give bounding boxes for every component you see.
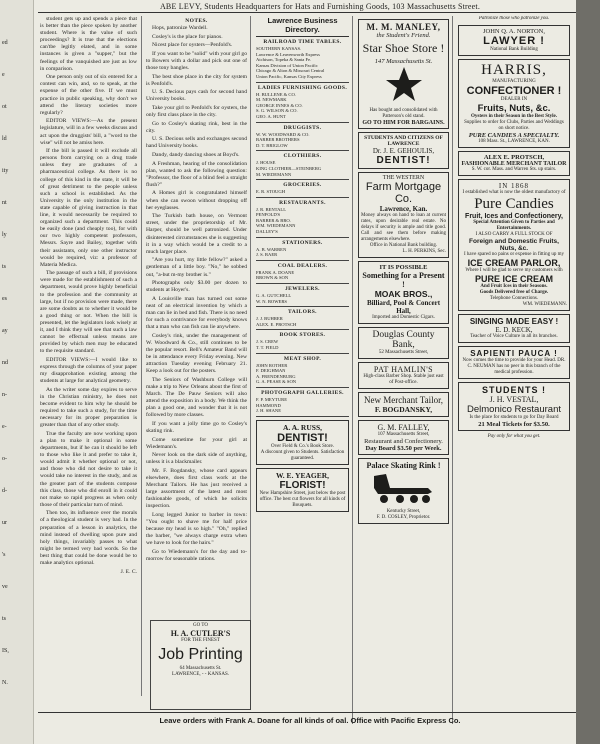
directory-section-title: STATIONERS. xyxy=(282,239,323,246)
edge-fragment: d- xyxy=(2,488,7,494)
directory-entry: PENFOLD'S xyxy=(256,212,281,218)
sapienti-sub: Now comes the time to provide for your Head. DR. C. NEUMAN has no peer in this branch of the medical profession. xyxy=(462,358,566,375)
paragraph: A Louisville man has turned out some neat of an electrical invention by which a man can lie in bed and fish. There is no need for such a contrivance for everybody knows that a man who can fish can lie anywhere. xyxy=(146,295,247,331)
directory-entry: Lawrence & Leavenworth Express xyxy=(256,51,320,57)
harris-sub: MANUFACTURING xyxy=(492,79,536,84)
falley-sub: Restaurant and Confectionery. xyxy=(364,438,443,445)
directory-entry: DALLEY'S xyxy=(256,229,278,235)
directory-entry: G. A. PEASE & SON xyxy=(256,379,297,385)
directory-entry: J. HOUSE xyxy=(256,160,276,166)
edge-fragment: n- xyxy=(2,392,7,398)
paragraph: The Turkish bath house, on Vermont street, under the proprietorship of Mr. Harper, should be well patronized. Under disinterested circumstances she is suggesting it in a way which would be a credit to a much larger place. xyxy=(146,213,247,255)
directory-divider xyxy=(256,122,349,123)
paragraph: If you want a jolly time go to Cosley's skating rink. xyxy=(146,420,247,434)
business-directory-column xyxy=(253,16,353,724)
paragraph: Hops, patronize Wardell. xyxy=(152,25,208,31)
directory-entry: BROWN & SON xyxy=(256,275,289,281)
wiedemann-pure-candies: Pure Candies xyxy=(474,196,554,212)
hanlin-title: PAT HAMLIN'S xyxy=(373,365,434,374)
norton-name: JOHN Q. A. NORTON, xyxy=(483,28,545,35)
edge-fragment: ot xyxy=(2,104,7,110)
protsch-name: ALEX E. PROTSCH, xyxy=(483,154,545,161)
harris-special: PURE CANDIES A SPECIALTY. xyxy=(468,132,560,139)
douglas-address: 52 Massachusetts Street, xyxy=(378,350,429,355)
paragraph: One person only out of six entered for a contest can win, and, so to speak, at the expense of the other five. If we must practice in public speaking, why don't we attend the literary societies more regularly? xyxy=(40,74,137,116)
wiedemann-ice-spent: I have spared no pains or expense in fitting up my xyxy=(464,252,564,257)
directory-divider xyxy=(256,260,349,261)
directory-entry: BARBER BROTHERS xyxy=(256,137,300,143)
lawrence-citizens: STUDENTS AND CITIZENS OF LAWRENCE xyxy=(364,135,443,147)
moak-bros-ad xyxy=(358,261,449,324)
paragraph: If the bill is passed it will exclude all persons from carrying on a drug trade unless they are graduates of a pharmaceutical college. As there is no college of this kind in the state, it will be of great detriment to the people unless such a school is established. As the University is the only institution in the state capable of giving instruction in that line, it would necessarily be required to organized such a department. This could be easily done (and cheaply too), for with our two highly competent professors, Messrs. Sayre and Bailey, together with their assistants, only one other instructor would be required, viz: a professor of Materia Medica. xyxy=(40,148,137,268)
wiedemann-name: WM. WIEDEMANN. xyxy=(522,302,567,307)
edge-fragment: IS, xyxy=(2,648,9,654)
notes-body xyxy=(146,25,247,563)
harris-confectioner-ad xyxy=(458,59,570,148)
edge-fragment: ed xyxy=(2,40,8,46)
directory-section-title: MEAT SHOP. xyxy=(283,355,322,362)
directory-entry: JOHN ROTHER xyxy=(256,362,288,368)
directory-section-title: DRUGGISTS. xyxy=(283,124,322,131)
edge-fragment: ld xyxy=(2,136,7,142)
palace-proprietor: F. D. COSLEY, Proprietor. xyxy=(376,515,431,520)
edge-fragment: e xyxy=(2,72,5,78)
harris-dealer: DEALER IN xyxy=(500,97,528,102)
directory-entry: Union Pacific, Kansas City Express xyxy=(256,73,322,79)
directory-section-title: TAILORS. xyxy=(288,309,317,316)
protsch-sub: FASHIONABLE MERCHANT TAILOR xyxy=(461,161,567,167)
directory-entry: GEO. A. HUNT xyxy=(256,113,286,119)
paragraph: A Freshman, hearing of the consolidation plan, wanted to ask the following question: "Professor, the floor of a blind feel a straight flush?" xyxy=(146,160,247,188)
directory-entry: FRANK A. DOANE xyxy=(256,269,295,275)
paragraph: EDITOR VIEWS:—As the present legislature, will in a few weeks discuss and act upon the druggists' bill, a "word to the wise" will not be amiss here. xyxy=(40,118,137,146)
directory-entry: M. WIEDEMANN xyxy=(256,171,292,177)
yeager-title: FLORIST! xyxy=(279,479,326,491)
harris-name: HARRIS, xyxy=(481,62,547,78)
star-store-note: Has bought and consolidated with Patterson's old stand. xyxy=(369,108,438,119)
yeager-name: W. E. YEAGER, xyxy=(276,470,329,480)
paragraph: "Are you hurt, my little fellow?" asked a gentleman of a little boy. "No," he sobbed out, "a-but m-my brother is." xyxy=(146,257,247,278)
paragraph: Come sometime for your girl at Wiedemann's. xyxy=(146,436,247,450)
directory-entry: A. B. WARREN xyxy=(256,246,287,252)
harris-address: 108 Mass. St., LAWRENCE, KAN. xyxy=(478,139,550,144)
paragraph: True the faculty are now working upon a plan to make it optional in some departments, but if he can it should be left to those who like it and prefer to take it, would admit it whether optional or not, and those who did not desire to take it would take no interest in the study, and as the greater part of the students compose this class, those who did enroll in it could not make so rapid progress as when only those of their particular turn of mind. xyxy=(40,430,137,508)
editorial-body xyxy=(40,16,137,567)
palace-rink-ad xyxy=(358,458,449,524)
possible-line: IT IS POSSIBLE xyxy=(379,264,428,271)
douglas-bank-ad xyxy=(358,327,449,359)
directory-entry: WM. WIEDEMANN xyxy=(256,223,296,229)
tailor-name: F. BOGDANSKY, xyxy=(374,405,433,414)
falley-restaurant-ad xyxy=(358,420,449,455)
directory-section-title: RESTAURANTS. xyxy=(279,199,326,206)
directory-entry: J. J. BUHRER xyxy=(256,316,283,322)
directory-section-title: RAILROAD TIME TABLES. xyxy=(263,39,342,45)
manley-sub: the Student's Friend. xyxy=(376,32,431,39)
directory-divider xyxy=(256,82,349,83)
directory-entry: ALEX. E. PROTSCH xyxy=(256,321,297,327)
wiedemann-established: I established what is now the oldest manufactory of xyxy=(462,190,566,195)
page-header: ABE LEVY, Students Headquarters for Hats and Furnishing Goods, 103 Massachusetts Street. xyxy=(159,2,481,11)
edge-fragment: es xyxy=(2,296,7,302)
paragraph: Cosley's is the place for pianos. xyxy=(152,33,223,40)
vestal-sub: Is the place for students to go for Day Board xyxy=(469,415,559,420)
moak-name: MOAK BROS., xyxy=(374,289,433,299)
cutler-job-printing: Job Printing xyxy=(158,646,243,663)
cutler-name: H. A. CUTLER'S xyxy=(170,629,231,638)
wiedemann-special: Special Attention Given to Parties and Entertainments. xyxy=(473,220,555,231)
paragraph: Go to Wiedemann's for the day and to-morrow for seasonable rations. xyxy=(146,548,247,563)
norton-sub: National Bank Building xyxy=(490,47,538,52)
directory-entry: HAMMOND xyxy=(256,402,281,408)
edge-fragment: e- xyxy=(2,424,7,430)
edge-fragment: nt xyxy=(2,200,7,206)
directory-entry: Chicago & Alton & Missouri Central xyxy=(256,68,325,74)
farm-note: Money always on hand to loan at current rates, upon desirable real estate. No delays if security is ample and title good. Call and see them before making arrangements elsewhere. xyxy=(361,213,446,242)
farm-title1: THE WESTERN xyxy=(382,175,425,181)
directory-entry: KING CLOTHIER—STEINBERG xyxy=(256,165,322,171)
paragraph: Cosley's rink, under the management of W. Woodward & Co., still continues to be the popular resort. Bell's Amateur Band will be in attendance every Friday evening. New attraction Tuesday evening February 21. Keep a look out for the posters. xyxy=(146,332,247,375)
wiedemann-delivered: Goods Delivered free of Charge. xyxy=(479,290,549,295)
vestal-meals: 21 Meal Tickets for $3.50. xyxy=(478,421,550,428)
keck-title: SINGING MADE EASY ! xyxy=(469,317,559,326)
paragraph: Dandy, dandy dancing shoes at Boyd's. xyxy=(152,152,240,158)
directory-section-title: GROCERIES. xyxy=(283,182,322,189)
paragraph: Nicest place for oysters—Penfold's. xyxy=(152,42,233,49)
bogdansky-tailor-ad xyxy=(358,392,449,417)
wiedemann-ad xyxy=(458,179,570,311)
directory-entry: J. S. BAER xyxy=(256,252,278,258)
hanlin-sub: High-class Barber Shop. Stable just east of Post-office. xyxy=(363,374,444,385)
keck-singing-ad xyxy=(458,314,570,343)
directory-section-title: JEWELERS. xyxy=(285,286,320,293)
paragraph: U. S. Decious sells and exchanges second hand University books. xyxy=(146,136,247,150)
directory-divider xyxy=(256,283,349,284)
directory-divider xyxy=(256,237,349,238)
directory-section-title: LADIES FURNISHING GOODS. xyxy=(257,84,348,91)
directory-section-title: COAL DEALERS. xyxy=(277,262,328,269)
paragraph: Take your girl to Penfold's for oysters, the only first class place in the city. xyxy=(146,104,247,119)
vestal-students: STUDENTS ! xyxy=(482,385,546,395)
paragraph: If you want to be "solid" with your girl go to Bowers with a dollar and pick out one of those tony bangles. xyxy=(146,50,247,71)
directory-entry: A. FRENDENBURG xyxy=(256,373,296,379)
edge-fragment: nd xyxy=(2,360,8,366)
paragraph: The best shoe place in the city for system is Penfold's. xyxy=(146,73,247,87)
directory-entry: S. G. WILSON & CO. xyxy=(256,108,298,114)
directory-entry: J. H. SHANE xyxy=(256,408,282,414)
paragraph: Go to Cosley's skating rink, best in the city. xyxy=(146,120,247,134)
paragraph: U. S. Decious pays cash for second hand University books. xyxy=(146,89,247,103)
editorial-column xyxy=(40,16,142,696)
harris-fruits: Fruits, Nuts, &c. xyxy=(477,103,551,114)
harris-oysters: Oysters in their Season in the Best Style. xyxy=(470,114,558,119)
edge-fragment: ts xyxy=(2,264,7,270)
directory-section-title: CLOTHIERS. xyxy=(283,153,322,160)
russ-dentist-ad xyxy=(256,420,349,465)
douglas-title: Douglas County Bank, xyxy=(372,330,435,350)
editorial-signature: J. E. C. xyxy=(120,568,137,575)
directory-body xyxy=(256,39,349,417)
directory-divider xyxy=(256,179,349,180)
wiedemann-telephone: Telephone Connections. xyxy=(489,296,539,301)
directory-entry: F. DEIGHMAN xyxy=(256,368,286,374)
vestal-name: J. H. VESTAL, xyxy=(489,395,539,404)
edge-fragment: 's xyxy=(2,552,6,558)
russ-address: Over Field & Co.'s Book Store. xyxy=(271,443,334,449)
paragraph: EDITOR VIEWS:—I would like to express through the columns of your paper my disapprobation existing among the students at large for analytical geometry. xyxy=(40,356,137,385)
directory-entry: M. NEWMARK xyxy=(256,97,287,103)
keck-sub: Teacher of Voice Culture in all its branches. xyxy=(470,334,558,339)
edge-fragment: ay xyxy=(2,328,8,334)
header-rule xyxy=(38,12,578,13)
cutler-city: LAWRENCE, - - KANSAS. xyxy=(172,672,229,677)
gehoulis-name: Dr. J. E. GEHOULIS, xyxy=(372,147,435,155)
directory-section-title: PHOTOGRAPH GALLERIES. xyxy=(261,389,344,396)
norton-title: LAWYER ! xyxy=(483,35,545,47)
sapienti-ad xyxy=(458,346,570,379)
present-line: Something for a Present ! xyxy=(362,271,445,289)
gehoulis-title: DENTIST! xyxy=(376,155,431,166)
bargains-line: GO TO HIM FOR BARGAINS. xyxy=(362,120,445,126)
wiedemann-full-stock: I ALSO CARRY A FULL STOCK OF xyxy=(475,232,553,237)
vestal-delmonico: Delmonico Restaurant xyxy=(467,404,561,415)
farm-secretary: L. H. PERKINS, Sec. xyxy=(402,249,446,254)
directory-title: Lawrence Business Directory. xyxy=(256,16,349,37)
vestal-restaurant-ad xyxy=(458,382,570,431)
palace-address: Kentucky Street, xyxy=(386,509,421,514)
previous-page-edge xyxy=(0,0,34,744)
directory-divider xyxy=(256,197,349,198)
wiedemann-foreign: Foreign and Domestic Fruits, Nuts, &c. xyxy=(469,238,559,252)
manley-ad xyxy=(358,19,449,129)
binding-edge xyxy=(576,0,600,744)
russ-name: A. A. RUSS, xyxy=(283,422,322,432)
directory-section-title: BOOK STORES. xyxy=(279,332,326,339)
harris-title: CONFECTIONER ! xyxy=(466,85,562,97)
directory-divider xyxy=(256,329,349,330)
farm-title2: Farm Mortgage Co. xyxy=(365,181,442,205)
directory-divider xyxy=(256,416,349,417)
norton-lawyer-ad xyxy=(458,25,570,56)
russ-note: A discount given to Students. Satisfaction guaranteed. xyxy=(260,449,345,461)
farm-office: Office in National Bank building. xyxy=(369,243,438,248)
paragraph: Then too, its influence over the morals of a theological student is very bad. In the preparation of a lesson in analytics, the mind instead of dwelling upon pure and holy things, invariably passes to what might be termed very bad words. So the best thing that could be done would be to make analytics optional. xyxy=(40,510,137,567)
star-store-address: 147 Massachusetts St. xyxy=(374,58,433,65)
edge-fragment: ur xyxy=(2,520,7,526)
edge-fragment: ity xyxy=(2,168,9,174)
directory-entry: T. T. FIELD xyxy=(256,345,279,350)
paragraph: student gets up and spends a piece that is better than the piece spoken by another student. Where is the value of such proceedings? It is true that the elections can'tbe legitly elated, and in some instances is given a "supper," but the feelings of the vanquished are just as low in comparison. xyxy=(40,16,137,72)
cutler-go-to: GO TO xyxy=(193,623,208,628)
edge-fragment: ts xyxy=(2,616,7,622)
billiard-sub: Imported and Domestic Cigars. xyxy=(372,315,435,320)
paragraph: Photographs only $3.00 per dozen to students at Hoyer's. xyxy=(146,280,247,294)
hanlin-barber-ad xyxy=(358,362,449,389)
directory-entry: Kansas Division of Union Pacific xyxy=(256,62,318,68)
cutler-for-the: FOR THE FINEST xyxy=(181,638,220,643)
edge-fragment: N. xyxy=(2,680,8,686)
directory-entry: D. T. BRIGLOW xyxy=(256,142,288,148)
wiedemann-fruit-ices-2: And Fruit Ices in their Seasons. xyxy=(480,284,548,289)
farm-mortgage-ad xyxy=(358,172,449,258)
paragraph: As the writer some day expires to serve in the Christian ministry, he does not become evident to him why he should be required to take such a study, for the time necessary for its proper preparation is greater than that of any other study. xyxy=(40,386,137,429)
footer-rule xyxy=(38,712,578,713)
wiedemann-year: IN 1868 xyxy=(498,182,530,190)
directory-entry: GEORGE INNES & CO. xyxy=(256,102,303,108)
directory-entry: J. R. BENTALL xyxy=(256,206,287,212)
ads-column-center xyxy=(355,16,453,724)
harris-supplies: Supplies to order for Clubs, Parties and Weddings on short notice. xyxy=(464,120,564,131)
sapienti-title: SAPIENTI PAUCA ! xyxy=(470,349,558,358)
notes-column xyxy=(146,16,251,626)
directory-entry: J. S. CREW xyxy=(256,339,279,345)
wiedemann-pure-ice: PURE ICE CREAM xyxy=(474,274,553,284)
falley-board: Day Board $3.50 per Week. xyxy=(365,445,442,452)
paragraph: Long legged Junior to barber in town: "You ought to shave me for half price because my head is so high." "Oh," replied the barber, "we always charge extra when we have to look for the hairs." xyxy=(146,512,247,547)
directory-entry: W. N. BOWERS xyxy=(256,298,287,304)
manley-name: M. M. MANLEY, xyxy=(366,22,441,32)
directory-divider xyxy=(256,387,349,388)
edge-fragment: ve xyxy=(2,584,8,590)
directory-divider xyxy=(256,353,349,354)
wiedemann-serve: Where I will be glad to serve my customers with xyxy=(465,268,563,273)
cutler-address: 64 Massachusetts St. xyxy=(179,666,222,671)
gehoulis-dentist-ad xyxy=(358,132,449,169)
paragraph: A Homes girl is congratulated himself when she can swoon without dropping off her eyeglasses. xyxy=(146,190,247,211)
edge-fragment: o- xyxy=(2,456,7,462)
roller-skate-icon xyxy=(368,470,440,504)
billiard-line: Billiard, Pool & Concert Hall, xyxy=(366,299,441,315)
farm-city: Lawrence, Kan. xyxy=(379,205,428,213)
star-icon xyxy=(384,65,424,103)
cutler-printing-ad xyxy=(150,620,251,710)
star-store-title: Star Shoe Store ! xyxy=(362,41,445,55)
patronize-top: Patronize those who patronize you. xyxy=(478,16,550,21)
palace-title: Palace Skating Rink ! xyxy=(366,461,441,470)
russ-title: DENTIST! xyxy=(277,431,328,444)
directory-entry: SOUTHERN KANSAS. xyxy=(256,46,302,51)
protsch-address: S. W. cor. Mass. and Warren Sts. up stairs. xyxy=(471,167,557,172)
directory-entry: F. P. MEYTURE xyxy=(256,396,288,402)
tailor-title: New Merchant Tailor, xyxy=(363,395,444,405)
protsch-tailor-ad xyxy=(458,151,570,176)
directory-entry: E. R. STOUGH xyxy=(256,189,286,195)
directory-entry: BARBER & BRO. xyxy=(256,217,291,223)
paragraph: Mr. F. Bogdansky, whose card appears elsewhere, does first class work at the Merchant Tailors. He has just received a large assortment of the latest and most fashionable goods, of which he solicits inspection. xyxy=(146,467,247,510)
wiedemann-ice-parlor: ICE CREAM PARLOR, xyxy=(467,258,561,268)
directory-divider xyxy=(256,150,349,151)
directory-divider xyxy=(256,306,349,307)
paragraph: The Seniors of Washburn College will make a trip to New Orleans about the first of March. The De Pauw Seniors will also attend the exposition in a body. We think the plan a good one, and wonder that it is not followed by more classes. xyxy=(146,376,247,419)
paragraph: Never look on the dark side of anything, unless it is a blackmailer. xyxy=(146,452,247,466)
edge-fragment: ly xyxy=(2,232,7,238)
falley-address: 107 Massachusetts Street, xyxy=(377,432,430,437)
keck-name: E. D. KECK, xyxy=(495,326,533,334)
directory-entry: W. W. WOODWARD & CO. xyxy=(256,131,310,137)
patronize-bottom: Pay only for what you get. xyxy=(487,434,541,439)
falley-name: G. M. FALLEY, xyxy=(377,423,430,432)
wiedemann-fruit-ices: Fruit, Ices and Confectionery, xyxy=(465,213,563,220)
notes-title: NOTES. xyxy=(185,18,208,24)
paragraph: The passage of such a bill, if provisions were made for the establishment of such a department, would prove highly beneficial to the profession and the community at large, but if no provision were made, there are some doubts as to whether it would be a good thing or not. When the bill is presented, let the legislators look wisely at it, and I think they will see that such a law cannot be effectual unless means are provided by which men may be educated to the requisite standard. xyxy=(40,270,137,355)
directory-entry: G. A. GUTCHELL xyxy=(256,293,292,299)
yeager-note: New Hampshire Street, just below the post office. The best cut flowers for all kinds of Bouquets. xyxy=(259,490,346,508)
ads-column-right xyxy=(455,16,573,724)
directory-entry: H. BULLENE & CO. xyxy=(256,91,296,97)
page-footer: Leave orders with Frank A. Doane for all kinds of oal. Office with Pacific Express Co. xyxy=(159,716,461,725)
yeager-florist-ad xyxy=(256,468,349,512)
directory-entry: Atchison, Topeka & Santa Fe. xyxy=(256,57,312,63)
